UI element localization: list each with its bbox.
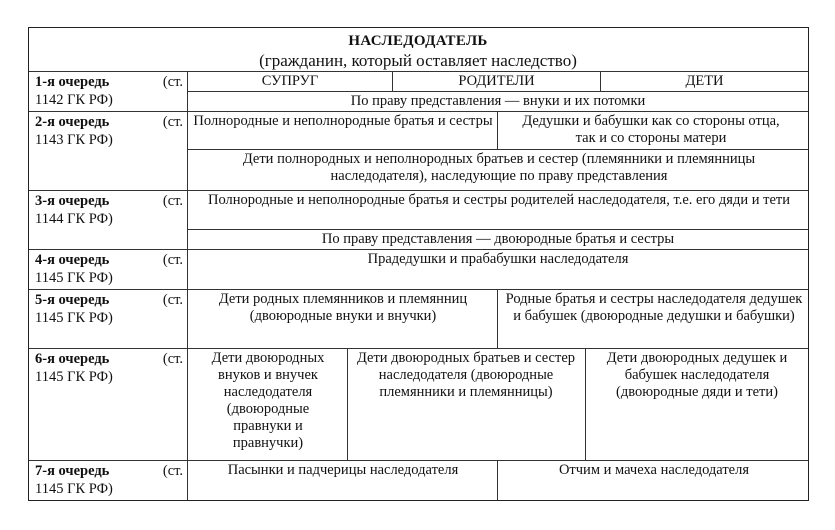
cell-spouse: СУПРУГ (261, 73, 319, 89)
queue-5-label: 5-я очередь (ст. 1145 ГК РФ) (35, 292, 183, 326)
queue-2-label: 2-я очередь (ст. 1143 ГК РФ) (35, 114, 183, 148)
cell-cousin-great-grandchildren: Дети двоюродных внуков и внучек наследодателя (двоюродные правнуки и правнучки) (211, 350, 325, 451)
divider (29, 460, 808, 461)
divider (29, 348, 808, 349)
divider (187, 149, 808, 150)
cell-grandparents: Дедушки и бабушки как со стороны отца, так и со стороны матери (522, 113, 780, 146)
divider (187, 91, 808, 92)
divider (497, 111, 498, 149)
divider (600, 71, 601, 91)
divider (29, 71, 808, 72)
cell-grandnephews: Дети родных племянников и племянниц (двоюродные внуки и внучки) (218, 291, 468, 324)
table-subtitle: (гражданин, который оставляет наследство) (259, 51, 577, 70)
divider (29, 111, 808, 112)
queue-1-label: 1-я очередь (ст. 1142 ГК РФ) (35, 74, 183, 108)
cell-aunts-uncles: Полнородные и неполнородные братья и сестры родителей наследодателя, т.е. его дяди и тети (207, 192, 790, 208)
cell-stepparents: Отчим и мачеха наследодателя (558, 462, 750, 478)
cell-great-aunts-uncles: Родные братья и сестры наследодателя дедушек и бабушек (двоюродные дедушки и бабушки) (505, 291, 803, 324)
divider (497, 289, 498, 348)
cell-cousins: По праву представления — двоюродные братья и сестры (321, 231, 675, 247)
cell-stepchildren: Пасынки и падчерицы наследодателя (227, 462, 459, 478)
inheritance-table (28, 27, 809, 501)
divider (29, 190, 808, 191)
cell-parents: РОДИТЕЛИ (458, 73, 535, 89)
divider (585, 348, 586, 460)
divider (187, 71, 188, 500)
divider (347, 348, 348, 460)
divider (29, 249, 808, 250)
divider (497, 460, 498, 500)
queue-7-label: 7-я очередь (ст. 1145 ГК РФ) (35, 463, 183, 497)
cell-nephews: Дети полнородных и неполнородных братьев и сестер (племянники и племянницы наследодателя), наследующие по праву представления (242, 151, 756, 184)
divider (392, 71, 393, 91)
cell-great-grandparents: Прадедушки и прабабушки наследодателя (367, 251, 629, 267)
table-title: НАСЛЕДОДАТЕЛЬ (348, 33, 488, 49)
queue-6-label: 6-я очередь (ст. 1145 ГК РФ) (35, 351, 183, 385)
cell-siblings: Полнородные и неполнородные братья и сестры (193, 113, 493, 129)
cell-grandchildren-representation: По праву представления — внуки и их потомки (350, 93, 646, 109)
queue-4-label: 4-я очередь (ст. 1145 ГК РФ) (35, 252, 183, 286)
divider (187, 229, 808, 230)
cell-cousin-children: Дети двоюродных братьев и сестер наследодателя (двоюродные племянники и племянницы) (356, 350, 576, 400)
queue-3-label: 3-я очередь (ст. 1144 ГК РФ) (35, 193, 183, 227)
cell-children: ДЕТИ (685, 73, 724, 89)
divider (29, 289, 808, 290)
cell-cousin-grandparents-children: Дети двоюродных дедушек и бабушек наследодателя (двоюродные дяди и тети) (606, 350, 788, 400)
